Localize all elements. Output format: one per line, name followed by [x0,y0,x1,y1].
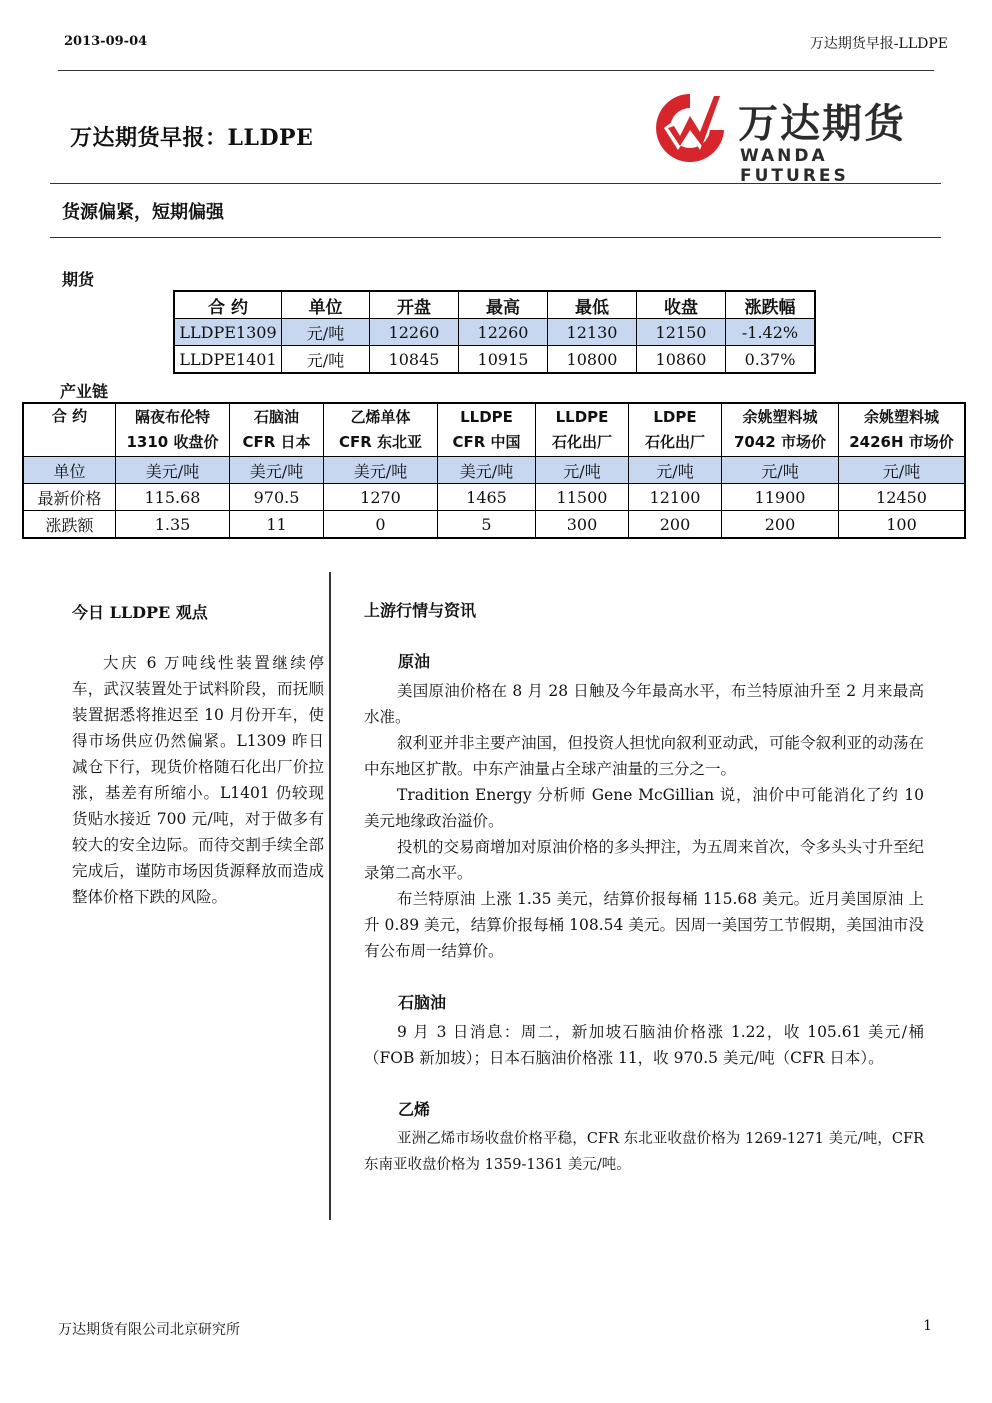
table-row [23,511,965,539]
table-cell: 元/吨 [722,457,839,484]
table-cell: -1.42% [726,319,816,346]
table-cell: 11 [230,511,324,539]
header-line: CFR 中国 [452,433,521,451]
table-cell: 12450 [839,484,966,511]
table-cell: 200 [722,511,839,539]
table-cell: 最新价格 [23,484,116,511]
table-cell: 10860 [637,346,726,374]
paragraph: 亚洲乙烯市场收盘价格平稳，CFR 东北亚收盘价格为 1269-1271 美元/吨，CFR 东南亚收盘价格为 1359-1361 美元/吨。 [364,1131,924,1173]
header-cell [23,403,116,457]
header-line: 石脑油 [253,408,299,426]
table-cell: 11900 [722,484,839,511]
header-cell [722,403,839,457]
paragraph: 投机的交易商增加对原油价格的多头押注，为五周来首次，令多头头寸升至纪录第二高水平。 [364,838,925,882]
logo-text-en-2: FUTURES [740,166,849,186]
table-row [23,484,965,511]
table-row [23,457,965,484]
futures-table [173,290,816,374]
table-cell: 元/吨 [839,457,966,484]
report-date: 2013-09-04 [64,34,148,49]
left-heading: 今日 LLDPE 观点 [72,603,208,622]
document-name: 万达期货早报-LLDPE [809,36,948,52]
wanda-logo-mark-icon [650,88,730,172]
table-cell: LLDPE1401 [174,346,282,374]
table-cell: 12260 [459,319,548,346]
page-number: 1 [923,1318,932,1334]
table-cell: 200 [629,511,722,539]
header-line: LLDPE [460,408,513,426]
table-cell: 5 [438,511,536,539]
subtitle-rule [50,237,941,238]
header-line: 隔夜布伦特 [134,408,210,426]
table-header-row [174,291,815,319]
table-cell: 1.35 [116,511,230,539]
header-line: LLDPE [555,408,609,426]
wanda-logo [650,88,940,186]
industry-table [22,402,966,539]
table-cell: 0 [324,511,438,539]
header-cell [230,403,324,457]
paragraph: Tradition Energy 分析师 Gene McGillian 说，油价中可能消化了约 10 美元地缘政治溢价。 [364,786,924,830]
table-cell: 10800 [548,346,637,374]
table-cell: 美元/吨 [324,457,438,484]
table-cell: 0.37% [726,346,816,374]
header-line: CFR 日本 [242,433,311,451]
table-cell: 元/吨 [629,457,722,484]
table-cell: 元/吨 [282,346,370,374]
paragraph: 9 月 3 日消息：周二，新加坡石脑油价格涨 1.22，收 105.61 美元/桶（FOB 新加坡）；日本石脑油价格涨 11，收 970.5 美元/吨（CFR 日本）。 [364,1023,924,1067]
table-row [174,319,815,346]
table-cell: 300 [536,511,629,539]
table-cell: 970.5 [230,484,324,511]
table-cell: 12130 [548,319,637,346]
table-cell: 10845 [370,346,459,374]
header-cell [438,403,536,457]
header-line: 7042 市场价 [734,433,826,451]
footer-company: 万达期货有限公司北京研究所 [58,1322,240,1338]
header-cell [116,403,230,457]
upstream-news [364,598,924,1178]
table-cell: 1465 [438,484,536,511]
table-cell: 1270 [324,484,438,511]
table-cell: 11500 [536,484,629,511]
header-cell [629,403,722,457]
header-cell: 开盘 [370,291,459,319]
table-cell: 美元/吨 [116,457,230,484]
table-cell: 12150 [637,319,726,346]
header-line: CFR 东北亚 [338,433,423,451]
table-cell: 10915 [459,346,548,374]
table-cell: 12100 [629,484,722,511]
table-cell: 元/吨 [536,457,629,484]
section-title-naphtha: 石脑油 [398,993,447,1012]
header-cell: 单位 [282,291,370,319]
header-line: LDPE [653,408,697,426]
table-cell: LLDPE1309 [174,319,282,346]
header-cell: 涨跌幅 [726,291,816,319]
logo-text-en-1: WANDA [740,146,828,166]
header-line: 乙烯单体 [350,408,411,426]
header-cell: 最高 [459,291,548,319]
header-line: 余姚塑料城 [742,408,818,426]
table-header-row [23,403,965,457]
section-title-crude: 原油 [398,652,431,671]
header-cell: 合 约 [174,291,282,319]
futures-label: 期货 [62,270,95,289]
page-title: 万达期货早报：LLDPE [70,125,314,151]
logo-text-en [740,146,940,186]
lldpe-view-text: 大庆 6 万吨线性装置继续停车，武汉装置处于试料阶段，而抚顺装置据悉将推迟至 10 月份开车，使得市场供应仍然偏紧。L1309 昨日减仓下行，现货价格随石化出厂价拉涨，基差有所缩小。L1401 仍较现货贴水接近 700 元/吨，对于做多有较大的安全边际。而待交割手续全部完成后，谨防市场因货源释放而造成整体价格下跌的风险。 [72,654,324,906]
page-subtitle: 货源偏紧，短期偏强 [62,202,224,223]
header-cell [324,403,438,457]
table-cell: 100 [839,511,966,539]
header-cell [839,403,966,457]
header-cell: 收盘 [637,291,726,319]
header-line: 石化出厂 [644,433,705,451]
header-line: 合 约 [51,407,88,425]
column-divider [329,572,331,1220]
table-cell: 美元/吨 [230,457,324,484]
table-cell: 12260 [370,319,459,346]
table-cell: 涨跌额 [23,511,116,539]
header-rule [58,70,934,71]
header-cell: 最低 [548,291,637,319]
header-line: 2426H 市场价 [849,433,954,451]
logo-text-cn: 万达期货 [738,101,906,147]
header-line: 余姚塑料城 [863,408,939,426]
paragraph: 布兰特原油 上涨 1.35 美元，结算价报每桶 115.68 美元。近月美国原油 上升 0.89 美元，结算价报每桶 108.54 美元。因周一美国劳工节假期，美国油市没有公布周一结算价。 [364,890,924,960]
header-cell [536,403,629,457]
table-row [174,346,815,374]
header-line: 石化出厂 [551,433,612,451]
table-cell: 美元/吨 [438,457,536,484]
table-cell: 115.68 [116,484,230,511]
paragraph: 美国原油价格在 8 月 28 日触及今年最高水平，布兰特原油升至 2 月来最高水准。 [364,682,924,726]
table-cell: 单位 [23,457,116,484]
industry-label: 产业链 [60,382,109,401]
paragraph: 叙利亚并非主要产油国，但投资人担忧向叙利亚动武，可能令叙利亚的动荡在中东地区扩散。中东产油量占全球产油量的三分之一。 [364,734,925,778]
section-title-ethylene: 乙烯 [398,1100,431,1119]
header-line: 1310 收盘价 [126,433,219,451]
right-heading: 上游行情与资讯 [364,601,477,620]
title-rule [50,183,941,184]
table-cell: 元/吨 [282,319,370,346]
